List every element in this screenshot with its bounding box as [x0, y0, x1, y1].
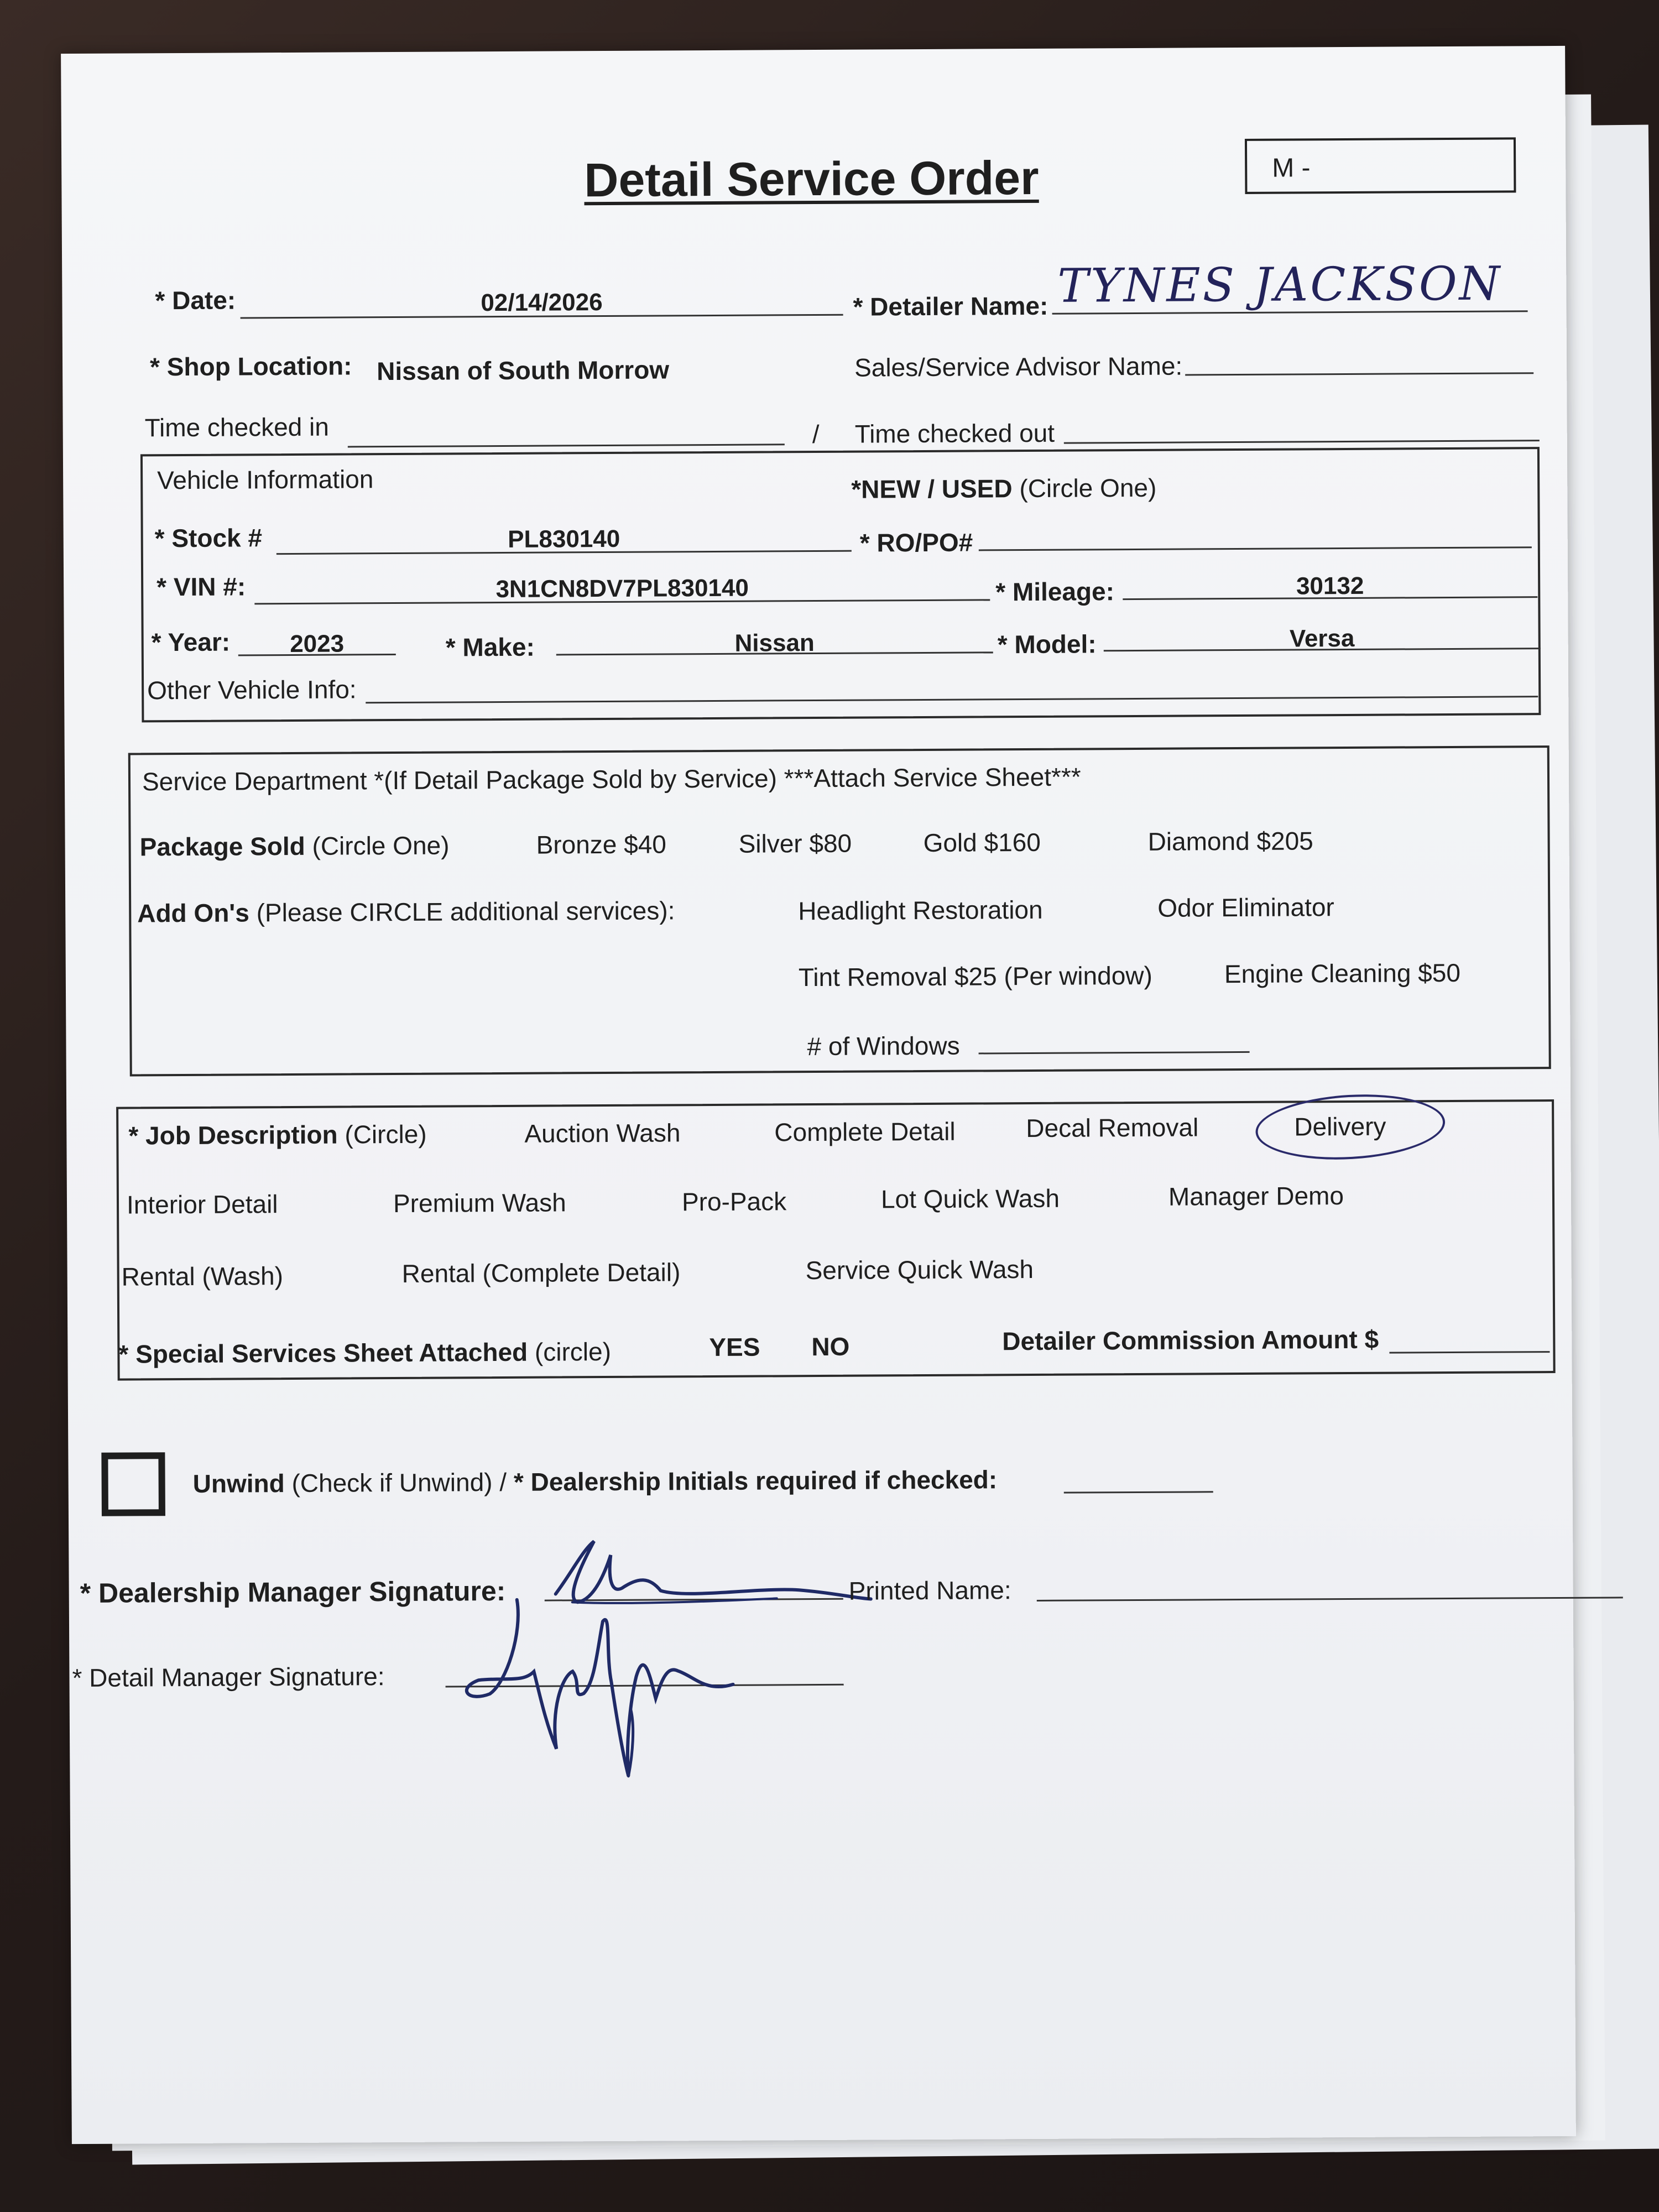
vin-value[interactable]: 3N1CN8DV7PL830140 [495, 574, 749, 603]
time-out-line[interactable] [1064, 440, 1540, 444]
new-used-note: (Circle One) [1019, 473, 1157, 503]
m-number-box[interactable]: M - [1245, 137, 1516, 194]
ropo-label: * RO/PO# [859, 528, 973, 557]
job-interior-detail[interactable]: Interior Detail [126, 1190, 278, 1219]
job-delivery[interactable]: Delivery [1294, 1112, 1386, 1141]
package-silver[interactable]: Silver $80 [738, 828, 852, 858]
package-sold-label: Package Sold [139, 831, 305, 862]
special-services-label: * Special Services Sheet Attached [118, 1337, 528, 1369]
special-services-note: (circle) [534, 1337, 612, 1366]
other-vehicle-info-label: Other Vehicle Info: [147, 675, 357, 705]
slash-separator: / [812, 419, 820, 449]
service-department-header: Service Department *(If Detail Package Sold by Service) ***Attach Service Sheet*** [142, 762, 1081, 796]
job-description-label: * Job Description [128, 1120, 338, 1150]
vehicle-info-label: Vehicle Information [157, 465, 374, 495]
job-lot-quick-wash[interactable]: Lot Quick Wash [880, 1183, 1060, 1214]
addon-engine-cleaning[interactable]: Engine Cleaning $50 [1224, 958, 1461, 989]
model-label: * Model: [997, 629, 1097, 659]
new-used-field[interactable] [851, 473, 1156, 504]
time-in-label: Time checked in [144, 412, 330, 442]
time-out-label: Time checked out [854, 418, 1055, 448]
addon-tint-removal[interactable]: Tint Removal $25 (Per window) [798, 961, 1152, 992]
form-sheet [61, 46, 1576, 2144]
model-value[interactable]: Versa [1289, 624, 1355, 653]
add-ons-label: Add On's [137, 898, 250, 928]
package-gold[interactable]: Gold $160 [923, 827, 1041, 858]
addon-headlight-restoration[interactable]: Headlight Restoration [798, 895, 1043, 926]
special-services-field [118, 1337, 611, 1369]
detailer-name-label: * Detailer Name: [853, 291, 1048, 321]
job-description-note: (Circle) [345, 1119, 427, 1149]
unwind-checkbox[interactable] [101, 1452, 165, 1516]
detailer-name-value[interactable]: TYNES JACKSON [1057, 256, 1503, 313]
detail-manager-signature-label: * Detail Manager Signature: [72, 1662, 385, 1693]
detail-manager-signature [445, 1587, 833, 1788]
special-yes-option[interactable]: YES [709, 1332, 760, 1362]
stock-label: * Stock # [154, 523, 263, 553]
job-rental-complete-detail[interactable]: Rental (Complete Detail) [401, 1258, 681, 1288]
unwind-field [193, 1464, 998, 1499]
special-no-option[interactable]: NO [811, 1332, 850, 1361]
job-manager-demo[interactable]: Manager Demo [1168, 1181, 1344, 1211]
make-label: * Make: [445, 632, 535, 662]
package-bronze[interactable]: Bronze $40 [536, 830, 667, 859]
date-label: * Date: [155, 285, 236, 315]
advisor-name-label: Sales/Service Advisor Name: [854, 351, 1183, 382]
add-ons-field [137, 895, 675, 928]
printed-name-label: Printed Name: [848, 1575, 1011, 1605]
mileage-value[interactable]: 30132 [1296, 572, 1364, 600]
job-pro-pack[interactable]: Pro-Pack [681, 1187, 787, 1217]
package-sold-field [139, 830, 449, 862]
date-value[interactable]: 02/14/2026 [481, 289, 603, 317]
stock-value[interactable]: PL830140 [508, 525, 620, 553]
windows-count-label: # of Windows [807, 1031, 960, 1061]
dealership-manager-signature-label: * Dealership Manager Signature: [80, 1575, 506, 1609]
package-sold-note: (Circle One) [312, 831, 450, 860]
unwind-note: (Check if Unwind) / [291, 1467, 507, 1498]
page-title: Detail Service Order [584, 151, 1039, 207]
unwind-label: Unwind [192, 1469, 285, 1498]
shop-location-value[interactable]: Nissan of South Morrow [376, 355, 670, 386]
vin-label: * VIN #: [156, 572, 246, 602]
mileage-label: * Mileage: [995, 577, 1115, 607]
addon-odor-eliminator[interactable]: Odor Eliminator [1157, 893, 1334, 922]
printed-name-line[interactable] [1037, 1597, 1623, 1601]
year-label: * Year: [151, 627, 231, 657]
job-complete-detail[interactable]: Complete Detail [774, 1117, 956, 1147]
job-decal-removal[interactable]: Decal Removal [1026, 1113, 1199, 1143]
job-service-quick-wash[interactable]: Service Quick Wash [805, 1254, 1034, 1285]
dealership-initials-line[interactable] [1064, 1491, 1213, 1493]
time-in-line[interactable] [348, 444, 785, 447]
new-used-label: *NEW / USED [851, 474, 1013, 504]
package-diamond[interactable]: Diamond $205 [1147, 826, 1313, 856]
shop-location-label: * Shop Location: [149, 351, 352, 382]
year-value[interactable]: 2023 [290, 630, 345, 658]
dealership-initials-label: * Dealership Initials required if checked: [513, 1465, 998, 1496]
add-ons-note: (Please CIRCLE additional services): [256, 896, 675, 927]
commission-label: Detailer Commission Amount $ [1002, 1324, 1379, 1356]
advisor-name-line[interactable] [1185, 372, 1533, 375]
make-value[interactable]: Nissan [734, 629, 815, 657]
job-rental-wash[interactable]: Rental (Wash) [121, 1261, 284, 1291]
job-description-field [128, 1119, 427, 1151]
job-premium-wash[interactable]: Premium Wash [393, 1188, 566, 1218]
job-auction-wash[interactable]: Auction Wash [524, 1118, 681, 1148]
